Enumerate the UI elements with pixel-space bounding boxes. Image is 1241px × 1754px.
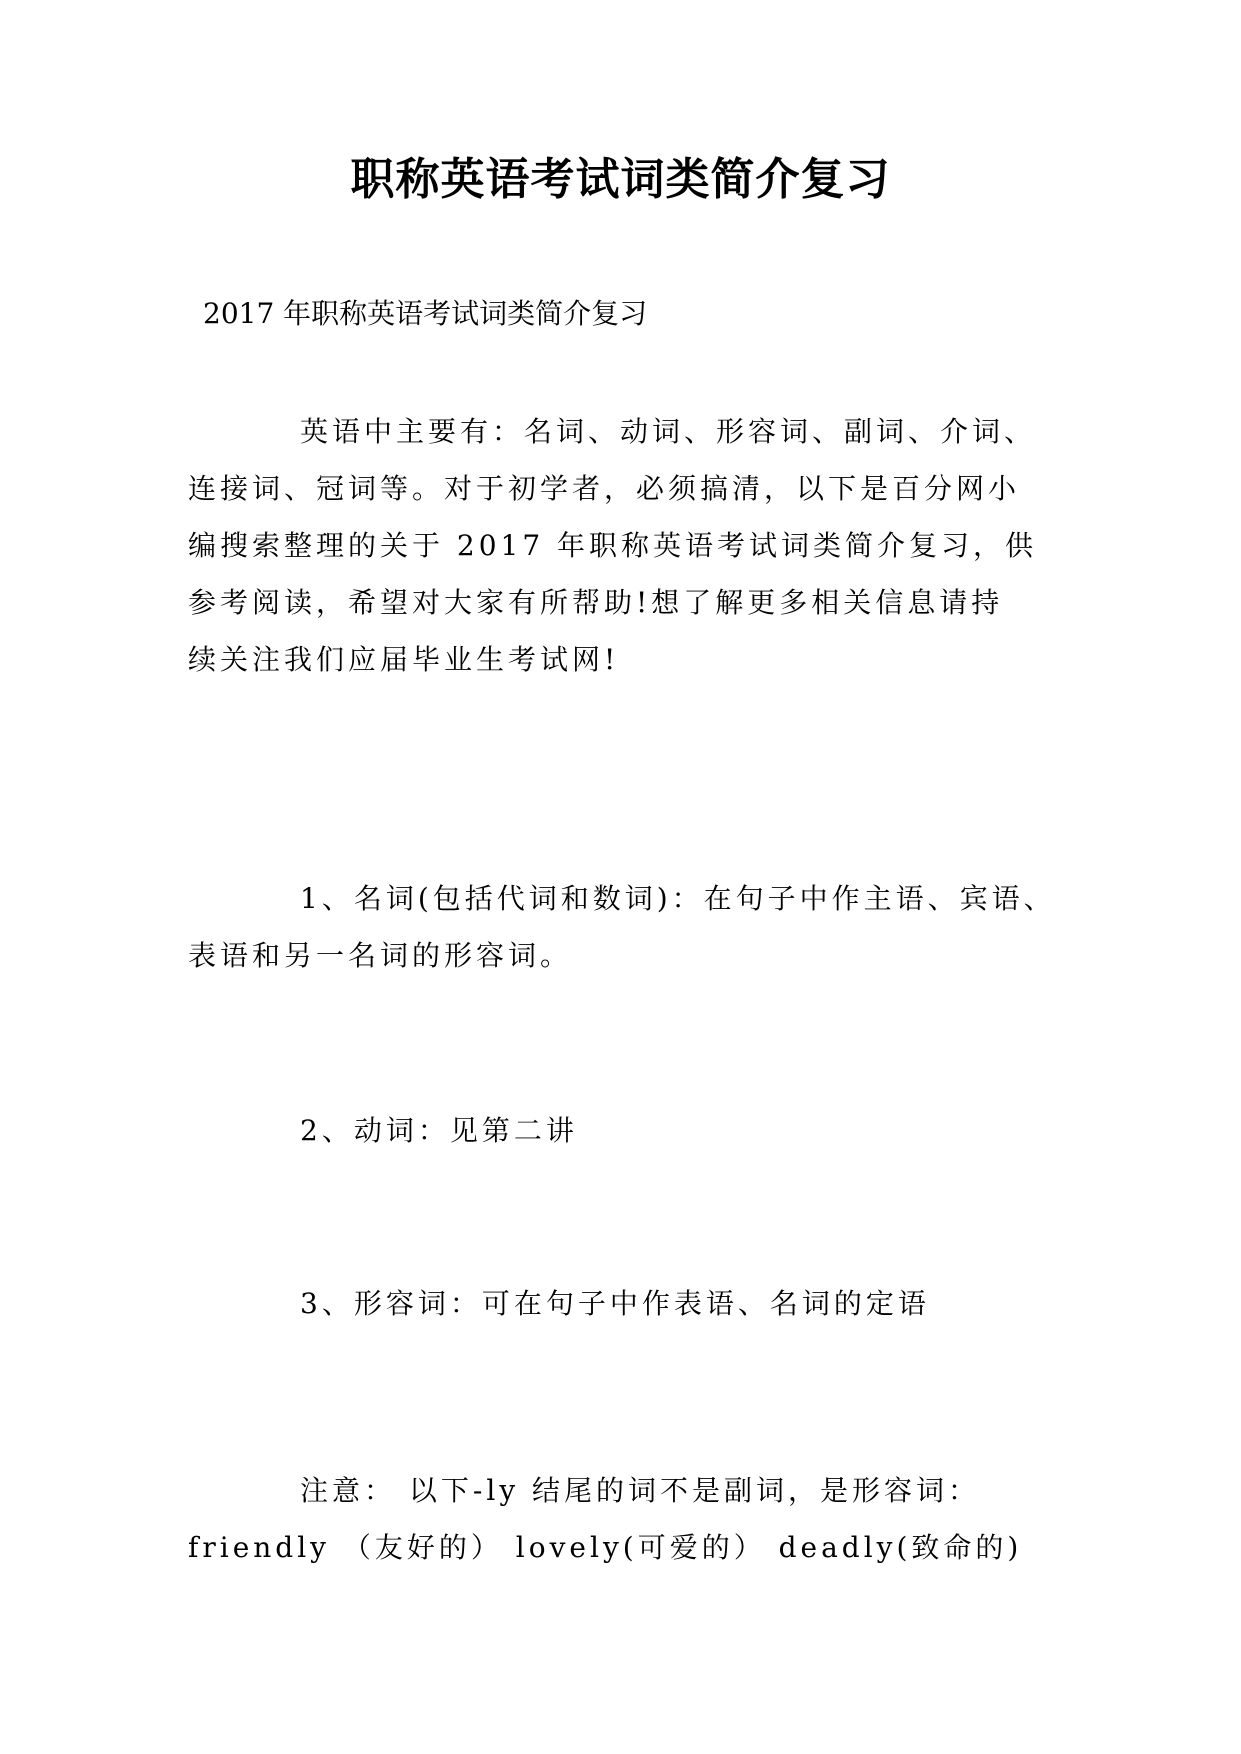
- adjective-paragraph: [188, 1275, 930, 1332]
- intro-line: 参考阅读，希望对大家有所帮助!想了解更多相关信息请持: [188, 586, 1004, 619]
- intro-line: 英语中主要有：名词、动词、形容词、副词、介词、: [300, 415, 1037, 448]
- verb-paragraph: [188, 1102, 578, 1159]
- note-line: 注意： 以下-ly 结尾的词不是副词，是形容词：: [300, 1474, 981, 1507]
- document-subtitle: 2017 年职称英语考试词类简介复习: [203, 297, 648, 330]
- noun-paragraph: [188, 870, 1056, 984]
- intro-paragraph: [188, 403, 1037, 688]
- adjective-line: 3、形容词：可在句子中作表语、名词的定语: [300, 1287, 930, 1320]
- intro-line: 编搜索整理的关于 2017 年职称英语考试词类简介复习，供: [188, 529, 1038, 562]
- document-title: 职称英语考试词类简介复习: [350, 154, 891, 205]
- noun-line: 1、名词(包括代词和数词)：在句子中作主语、宾语、: [300, 882, 1056, 915]
- intro-line: 续关注我们应届毕业生考试网!: [188, 643, 620, 676]
- note-paragraph: [188, 1462, 1022, 1576]
- intro-line: 连接词、冠词等。对于初学者，必须搞清，以下是百分网小: [188, 472, 1021, 505]
- note-line: friendly （友好的） lovely(可爱的） deadly(致命的): [188, 1531, 1023, 1564]
- noun-line: 表语和另一名词的形容词。: [188, 939, 573, 972]
- verb-line: 2、动词：见第二讲: [300, 1114, 578, 1147]
